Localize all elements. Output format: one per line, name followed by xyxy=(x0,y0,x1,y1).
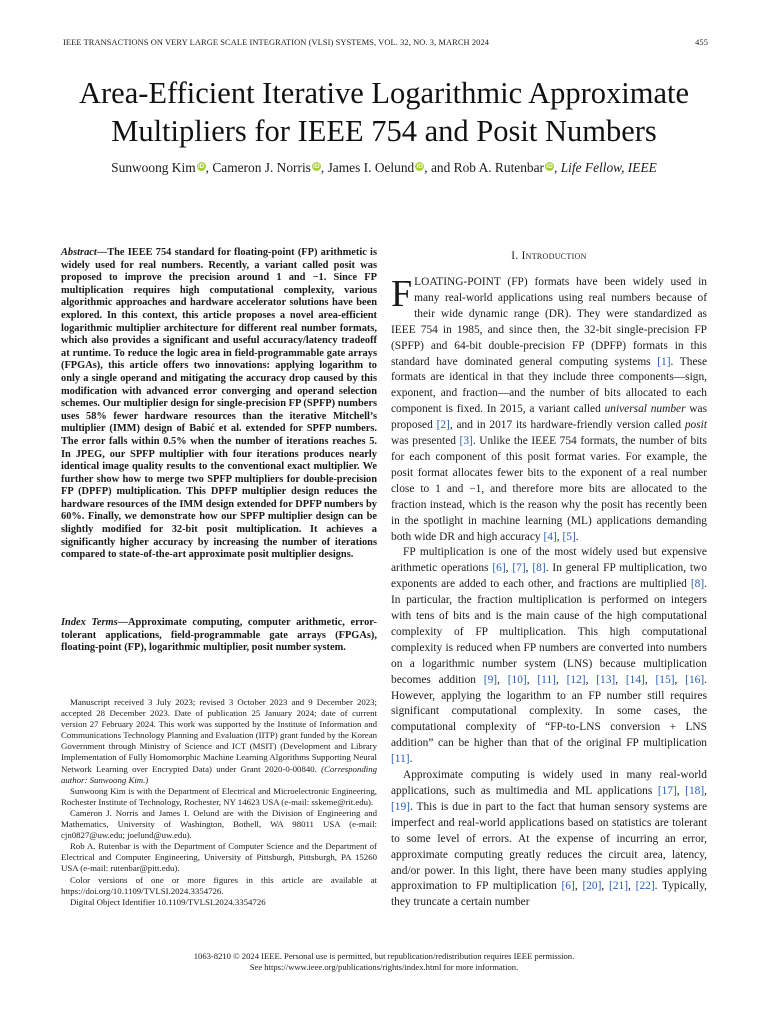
index-terms-text: Approximate computing, computer arithmetic, error-tolerant applications, field-programmable gate arrays (FPGAs), floating-point (FP), logarithmic multiplier, posit number system. xyxy=(61,617,377,654)
citation-link[interactable]: [17] xyxy=(657,785,677,797)
orcid-icon[interactable]: iD xyxy=(313,163,320,170)
doi-note: Digital Object Identifier 10.1109/TVLSI.2024.3354726 xyxy=(70,896,266,907)
manuscript-note: Manuscript received 3 July 2023; revised 3 October 2023 and 9 December 2023; accepted 28 December 2023. Date of publication 25 January 2024; date of current version 27 February 2024. This work was supported by the Institute of Information and Communications Technology Planning and Evaluation (IITP) grant funded by the Korean Government through Ministry of Science and ICT (MSIT) (Development and Library Implementation of Fully Homomorphic Machine Learning Algorithms Supporting Neural Network Learning over Encrypted Data) under Grant 2020-0-00840. (Corresponding author: Sunwoong Kim.) xyxy=(61,697,377,785)
drop-cap: F xyxy=(391,273,413,315)
rights-line: See https://www.ieee.org/publications/rights/index.html for more information. xyxy=(249,962,519,973)
copyright-footer xyxy=(60,951,708,974)
section-heading: I. Introduction xyxy=(511,250,587,262)
citation-link[interactable]: [6] xyxy=(561,880,575,893)
citation-link[interactable]: [7] xyxy=(512,562,526,575)
citation-link[interactable]: [2] xyxy=(436,419,450,432)
citation-link[interactable]: [12] xyxy=(566,673,586,686)
citation-link[interactable]: [21] xyxy=(609,880,629,893)
citation-link[interactable]: [6] xyxy=(492,562,506,575)
citation-link[interactable]: [10] xyxy=(507,673,527,686)
copyright-line: 1063-8210 © 2024 IEEE. Personal use is permitted, but republication/redistribution requires IEEE permission. xyxy=(193,951,575,961)
author-4: Rob A. Rutenbar xyxy=(453,160,545,175)
title-line-1: Area-Efficient Iterative Logarithmic Approximate xyxy=(78,76,690,110)
citation-link[interactable]: [5] xyxy=(562,530,576,543)
citation-link[interactable]: [15] xyxy=(655,673,675,686)
running-header xyxy=(63,38,708,50)
citation-link[interactable]: [13] xyxy=(596,673,616,686)
affiliation-rutenbar: Rob A. Rutenbar is with the Department of Computer Science and the Department of Electrical and Computer Engineering, University of Pittsburgh, Pittsburgh, PA 15260 USA (e-mail: rutenbar@pitt.edu). xyxy=(61,841,377,874)
introduction-body xyxy=(391,275,707,911)
affiliation-kim: Sunwoong Kim is with the Department of Electrical and Microelectronic Engineering, Rochester Institute of Technology, Rochester, NY 14623 USA (e-mail: sskeme@rit.edu). xyxy=(61,785,377,807)
intro-paragraph-3: Approximate computing is widely used in many real-world applications, such as multimedia and ML applications [17], [18], [19]. This is due in part to the fact that human sensory systems are imperfect and real-world applications based on statistics are tolerant to some level of errors. At the expense of incurring an error, approximate computing greatly reduces the circuit area, latency, and/or power. In this light, there have been many studies applying approximation to FP multiplication [6], [20], [21], [22]. Typically, they truncate a certain number xyxy=(391,769,708,909)
citation-link[interactable]: [16] xyxy=(685,673,705,686)
footnotes xyxy=(61,697,377,908)
orcid-icon[interactable]: iD xyxy=(416,163,423,170)
author-list: Sunwoong Kim iD, Cameron J. Norris iD, James I. Oelund iD, and Rob A. Rutenbar iD, Life Fellow, IEEE xyxy=(111,160,657,175)
citation-link[interactable]: [20] xyxy=(582,880,602,893)
intro-paragraph-2: FP multiplication is one of the most widely used but expensive arithmetic operations [6], [7], [8]. In general FP multiplication, two exponents are added to each other, and fractions are multiplied [8]. In particular, the fraction multiplication is performed on integers with tens of bits and is the main cause of the high computational complexity of FP multiplication. This high computational complexity is reduced when FP numbers are converted into numbers on a logarithmic number system (LNS) because multiplication becomes addition [9], [10], [11], [12], [13], [14], [15], [16]. However, applying the logarithm to an FP number still requires significant computational complexity. In some cases, the computational complexity of “FP-to-LNS conversion + LNS addition” can be higher than that of the original FP multiplication [11]. xyxy=(391,546,707,766)
author-3: James I. Oelund xyxy=(327,160,415,175)
index-terms: Index Terms—Approximate computing, computer arithmetic, error-tolerant applications, field-programmable gate arrays (FPGAs), floating-point (FP), logarithmic multiplier, posit number system. xyxy=(61,617,377,654)
author-suffix: Life Fellow, IEEE xyxy=(560,160,657,175)
paper-title xyxy=(40,74,728,150)
citation-link[interactable]: [9] xyxy=(483,673,498,686)
citation-link[interactable]: [22] xyxy=(635,880,655,893)
citation-link[interactable]: [1] xyxy=(657,355,671,368)
index-terms-label: Index Terms xyxy=(61,617,118,628)
abstract: Abstract—The IEEE 754 standard for floating-point (FP) arithmetic is widely used for real numbers. Recently, a variant called posit was proposed to improve the precision around 1 and −1. Since FP multiplication requires high computational complexity, various algorithmic approaches and hardware accelerator solutions have been explored. In this context, this article proposes a novel area-efficient logarithmic multiplier architecture for different real number formats, which also provides a significant and useful accuracy/latency tradeoff at runtime. To reduce the logic area in field-programmable gate arrays (FPGAs), this article offers two innovations: applying logarithm to only a single operand and mitigating the accuracy drop caused by this modification with advanced error converging and operand selection schemes. Our multiplier design for single-precision FP (SPFP) numbers uses 58% fewer hardware resources than the iterative Mitchell’s multiplier (IMM) design of Babić et al. extended for SPFP numbers. The error falls within 0.5% when the number of iterations reaches 5. In JPEG, our SPFP multiplier with four iterations produces nearly identical image quality results to the conventional exact multiplier. We further show how to merge two SPFP multipliers for double-precision FP (DPFP) multiplication. This DPFP multiplier design reduces the hardware resources of the IMM design extended for DPFP numbers by 60%. Finally, we demonstrate how our SPFP multiplier design can be slightly modified for 32-bit posit multiplication. It achieves a significantly higher accuracy by increasing the number of iterations compared to state-of-the-art approximate posit multiplier designs. xyxy=(61,247,377,561)
citation-link[interactable]: [8] xyxy=(532,562,546,575)
journal-name: IEEE TRANSACTIONS ON VERY LARGE SCALE INTEGRATION (VLSI) SYSTEMS, VOL. 32, NO. 3, MARCH 2024 xyxy=(63,38,490,47)
citation-link[interactable]: [3] xyxy=(459,435,473,448)
author-2: Cameron J. Norris xyxy=(212,160,311,175)
citation-link[interactable]: [14] xyxy=(625,673,645,686)
color-note: Color versions of one or more figures in this article are available at https://doi.org/10.1109/TVLSI.2024.3354726. xyxy=(61,874,377,896)
citation-link[interactable]: [18] xyxy=(685,785,705,797)
title-line-2: Multipliers for IEEE 754 and Posit Numbers xyxy=(111,114,657,148)
orcid-icon[interactable]: iD xyxy=(197,163,205,170)
author-1: Sunwoong Kim xyxy=(111,160,196,175)
citation-link[interactable]: [11] xyxy=(391,753,410,766)
citation-link[interactable]: [4] xyxy=(543,530,557,543)
citation-link[interactable]: [19] xyxy=(391,800,410,813)
citation-link[interactable]: [11] xyxy=(537,673,556,686)
affiliation-norris-oelund: Cameron J. Norris and James I. Oelund are with the Division of Engineering and Mathematics, University of Washington, Bothell, WA 98011 USA (e-mail: cjn0827@uw.edu; joelund@uw.edu). xyxy=(61,807,377,841)
citation-link[interactable]: [8] xyxy=(690,578,705,591)
abstract-label: Abstract xyxy=(61,247,97,258)
intro-paragraph-1: FLOATING-POINT (FP) formats have been widely used in many real-world applications using real numbers because of their wide dynamic range (DR). They were standardized as IEEE 754 in 1985, and since then, the 32-bit single-precision FP (SPFP) and 64-bit double-precision FP (DPFP) formats in this standard have dominated general computing systems [1]. These formats are identical in that they include three components—sign, exponent, and fraction—and the number of bits allocated to each component is fixed. In 2015, a variant called universal number was proposed [2], and in 2017 its hardware-friendly version called posit was presented [3]. Unlike the IEEE 754 formats, the number of bits for each component of this posit format varies. For example, the posit format allocates fewer bits to the exponent of a real number close to 1 and −1, and therefore more bits are allocated to the fraction instead, which is the reason why the posit has recently been in the spotlight in machine learning (ML) applications demanding both wide DR and high accuracy [4], [5]. xyxy=(391,273,708,543)
abstract-text: The IEEE 754 standard for floating-point (FP) arithmetic is widely used for real numbers. Recently, a variant called posit was proposed to improve the precision around 1 and −1. Since FP multiplication requires high computational complexity, various algorithmic approaches and hardware accelerator solutions have been explored. In this context, this article proposes a novel area-efficient logarithmic multiplier architecture for different real number formats, which also provides a significant and useful accuracy/latency tradeoff at runtime. To reduce the logic area in field-programmable gate arrays (FPGAs), this article offers two innovations: applying logarithm to only a single operand and mitigating the accuracy drop caused by this modification with advanced error converging and operand selection schemes. Our multiplier design for single-precision FP (SPFP) numbers uses 58% fewer hardware resources than the iterative Mitchell’s multiplier (IMM) design of Babić et al. extended for SPFP numbers. The error falls within 0.5% when the number of iterations reaches 5. In JPEG, our SPFP multiplier with four iterations produces nearly identical image quality results to the conventional exact multiplier. We further show how to merge two SPFP multipliers for double-precision FP (DPFP) multiplication. This DPFP multiplier design reduces the hardware resources of the IMM design extended for DPFP numbers by 60%. Finally, we demonstrate how our SPFP multiplier design can be slightly modified for 32-bit posit multiplication. It achieves a significantly higher accuracy by increasing the number of iterations compared to state-of-the-art approximate posit multiplier designs. xyxy=(61,247,377,561)
page-number: 455 xyxy=(695,38,708,47)
orcid-icon[interactable]: iD xyxy=(546,163,553,170)
